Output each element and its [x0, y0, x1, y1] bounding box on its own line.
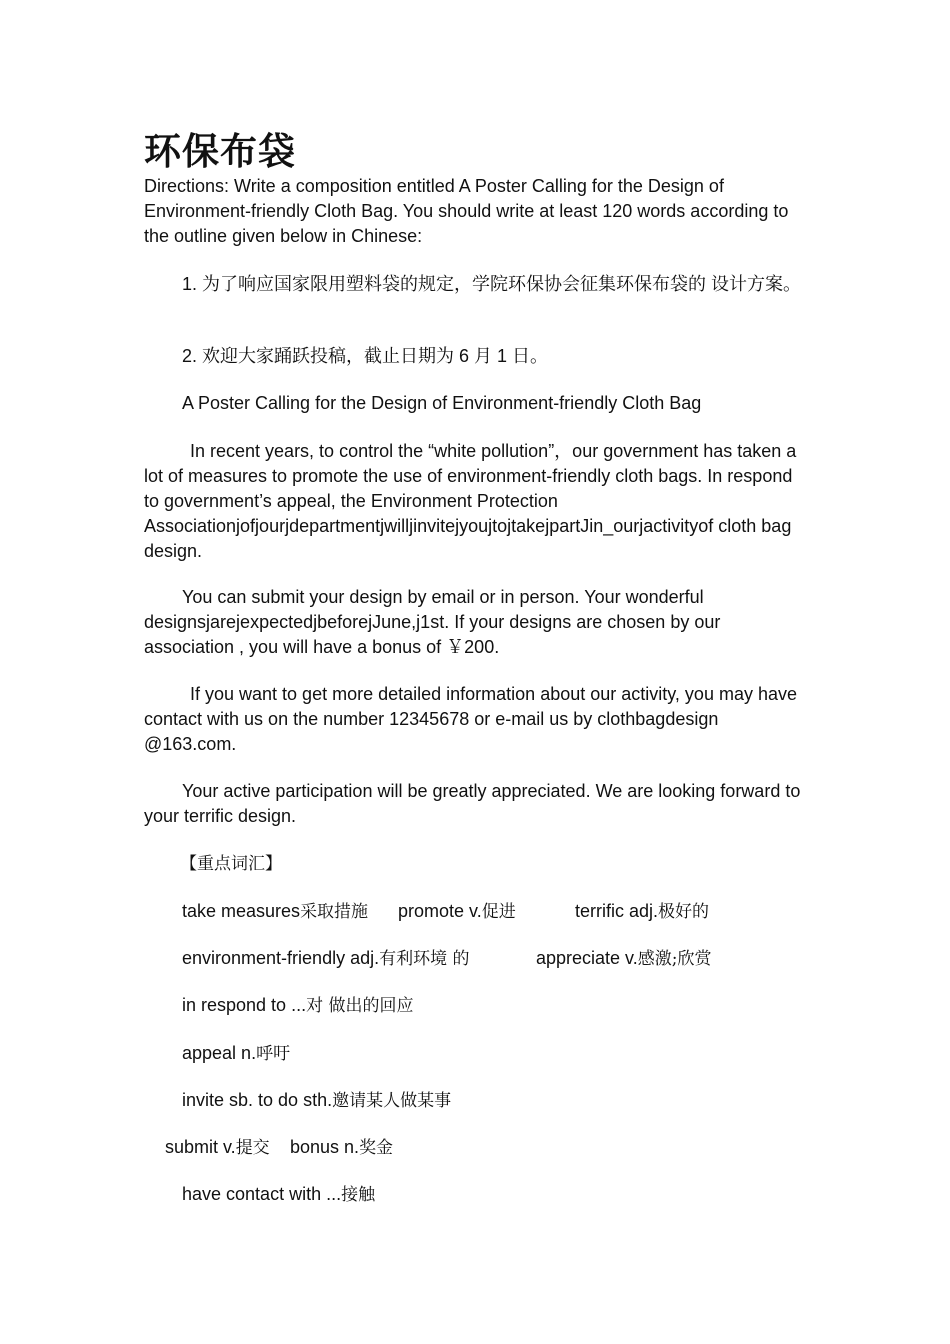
vocab-term: appeal n.: [182, 1043, 257, 1063]
vocab-term: bonus n.: [290, 1137, 360, 1157]
outline-item-1: 1. 为了响应国家限用塑料袋的规定，学院环保协会征集环保布袋的 设计方案。: [182, 274, 802, 294]
vocab-heading: 【重点词汇】: [180, 854, 282, 874]
vocab-line-2b: [536, 946, 711, 972]
vocab-term: invite sb. to do sth.: [182, 1090, 333, 1110]
vocab-meaning: 邀请某人做某事: [332, 1091, 452, 1111]
vocab-meaning: 奖金: [359, 1138, 394, 1158]
vocab-line-5: [182, 1088, 451, 1114]
directions-paragraph: Directions: Write a composition entitled A Poster Calling for the Design of Environment-friendly Cloth Bag. You should write at least 120 words according to the outline given below in Chinese:: [144, 176, 789, 246]
vocab-meaning: 对 做出的回应: [306, 996, 414, 1016]
essay-paragraph-4: Your active participation will be greatly appreciated. We are looking forward to your terrific design.: [144, 781, 801, 826]
vocab-meaning: 提交: [235, 1138, 270, 1158]
vocab-line-3: [182, 993, 413, 1019]
vocab-line-2: [182, 946, 470, 972]
vocab-meaning: 极好的: [658, 902, 710, 922]
vocab-line-1b: [398, 899, 516, 925]
essay-paragraph-2: You can submit your design by email or in person. Your wonderful designsjarejexpectedjbeforejJune,j1st. If your designs are chosen by our association , you will have a bonus of ￥200.: [144, 587, 721, 657]
vocab-term: promote v.: [398, 901, 482, 921]
vocab-line-1c: [575, 899, 709, 925]
vocab-meaning: 采取措施: [300, 902, 369, 922]
vocab-line-7: [182, 1182, 375, 1208]
vocab-term: submit v.: [165, 1137, 236, 1157]
vocab-term: take measures: [182, 901, 301, 921]
vocab-line-1: [182, 899, 368, 925]
vocab-meaning: 接触: [341, 1185, 376, 1205]
vocab-meaning: 促进: [481, 902, 516, 922]
vocab-term: have contact with ...: [182, 1184, 342, 1204]
document-title: 环保布袋: [144, 130, 296, 173]
vocab-meaning: 呼吁: [256, 1044, 291, 1064]
essay-paragraph-1: In recent years, to control the “white pollution”，our government has taken a lot of measures to promote the use of environment-friendly cloth bags. In respond to government’s appeal, the Environment Protection AssociationjofjourjdepartmentjwilljinvitejyoujtojtakejpartJin_ourjactivityof cloth bag design.: [144, 441, 797, 561]
vocab-line-4: [182, 1041, 290, 1067]
outline-item-2: 2. 欢迎大家踊跃投稿，截止日期为 6 月 1 日。: [182, 346, 549, 366]
vocab-meaning: 有利环境 的: [379, 949, 470, 969]
vocab-term: in respond to ...: [182, 995, 307, 1015]
vocab-meaning: 感激;欣赏: [637, 949, 712, 969]
vocab-line-6: [165, 1135, 270, 1161]
vocab-term: environment-friendly adj.: [182, 948, 380, 968]
vocab-line-6b: [290, 1135, 393, 1161]
vocab-term: terrific adj.: [575, 901, 659, 921]
essay-title: A Poster Calling for the Design of Environment-friendly Cloth Bag: [182, 393, 702, 413]
vocab-term: appreciate v.: [536, 948, 638, 968]
essay-paragraph-3: If you want to get more detailed information about our activity, you may have contact with us on the number 12345678 or e-mail us by clothbagdesign @163.com.: [144, 684, 797, 754]
